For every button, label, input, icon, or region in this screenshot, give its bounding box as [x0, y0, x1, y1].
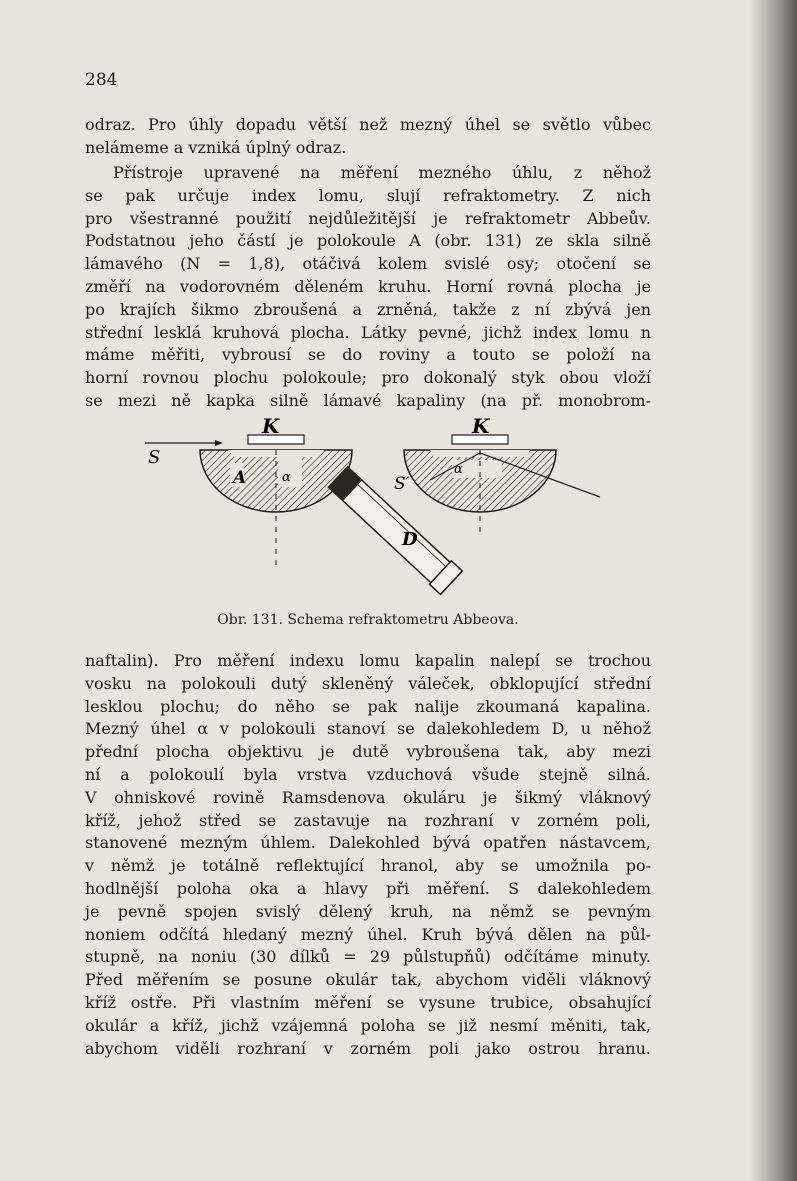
- text-line: Před měřením se posune okulár tak, abychom viděli vláknový: [85, 970, 651, 990]
- figure-caption: Obr. 131. Schema refraktometru Abbeova.: [217, 612, 519, 628]
- text-line: Mezný úhel α v polokouli stanoví se dalekohledem D, u něhož: [85, 719, 651, 739]
- text-line: přední plocha objektivu je dutě vybroušena tak, aby mezi: [85, 742, 651, 762]
- text-line: horní rovnou plochu polokoule; pro dokonalý styk obou vloží: [85, 368, 651, 388]
- text-line: se mezi ně kapka silně lámavé kapaliny (na př. monobrom-: [85, 390, 651, 410]
- refractometer-figure: [130, 405, 650, 610]
- label-a: A: [233, 468, 247, 488]
- ray-arrowhead-icon: [215, 440, 223, 446]
- text-line: okulár a kříž, jichž vzájemná poloha se již nesmí měniti, tak,: [85, 1015, 651, 1035]
- text-line: pro všestranné použití nejdůležitější je refraktometr Abbeův.: [85, 208, 651, 228]
- page-edge-shadow: [749, 0, 797, 1181]
- page-number: 284: [85, 70, 118, 90]
- text-line: kříž ostře. Při vlastním měření se vysune trubice, obsahující: [85, 992, 651, 1012]
- paragraph-3: [85, 650, 651, 1060]
- text-line: ní a polokoulí byla vrstva vzduchová všude stejně silná.: [85, 764, 651, 784]
- text-line: nelámeme a vzniká úplný odraz.: [85, 137, 347, 157]
- text-line: stanovené mezným úhlem. Dalekohled bývá opatřen nástavcem,: [85, 833, 651, 853]
- paragraph-2: [85, 162, 651, 413]
- text-line: změří na vodorovném děleném kruhu. Horní rovná plocha je: [85, 276, 651, 296]
- text-line: Podstatnou jeho částí je polokoule A (obr. 131) ze skla silně: [85, 231, 651, 251]
- label-s: S: [148, 447, 161, 468]
- text-line: stupně, na noniu (30 dílků = 29 půlstupňů) odčítáme minuty.: [85, 947, 651, 967]
- text-line: je pevně spojen svislý dělený kruh, na němž se pevným: [85, 901, 651, 921]
- hemisphere-a: [200, 450, 352, 512]
- label-s-prime: S′: [394, 474, 410, 494]
- text-line: naftalin). Pro měření indexu lomu kapalin nalepí se trochou: [85, 651, 651, 670]
- text-line: V ohniskové rovině Ramsdenova okuláru je šikmý vláknový: [85, 787, 651, 807]
- text-line: odraz. Pro úhly dopadu větší než mezný úhel se světlo vůbec: [85, 115, 651, 134]
- text-line: kříž, jehož střed se zastavuje na rozhraní v zorném poli,: [85, 810, 651, 830]
- label-d: D: [402, 529, 418, 550]
- text-line: máme měřiti, vybrousí se do roviny a touto se položí na: [85, 345, 651, 365]
- label-alpha-left: α: [282, 470, 291, 485]
- right-hemisphere: [394, 414, 600, 537]
- text-line: Přístroje upravené na měření mezného úhlu, z něhož: [113, 163, 651, 182]
- label-k-right: K: [472, 414, 490, 438]
- text-line: abychom viděli rozhraní v zorném poli jako ostrou hranu.: [85, 1038, 651, 1058]
- label-k-left: K: [262, 414, 280, 438]
- text-line: v němž je totálně reflektující hranol, aby se umožnila po-: [85, 856, 651, 876]
- text-line: vosku na polokouli dutý skleněný váleček, obklopující střední: [85, 673, 651, 693]
- text-line: lesklou plochu; do něho se pak nalije zkoumaná kapalina.: [85, 696, 651, 716]
- text-line: lámavého (N = 1,8), otáčivá kolem svislé osy; otočení se: [85, 254, 651, 274]
- text-line: po krajích šikmo zbroušená a zrněná, takže z ní zbývá jen: [85, 299, 651, 319]
- left-hemisphere: [200, 414, 352, 565]
- paragraph-1: [85, 114, 651, 160]
- text-line: noniem odčítá hledaný mezný úhel. Kruh bývá dělen na půl-: [85, 924, 651, 944]
- text-line: se pak určuje index lomu, slují refraktometry. Z nich: [85, 185, 651, 205]
- text-line: hodlnější poloha oka a hlavy při měření. S dalekohledem: [85, 878, 651, 898]
- hemisphere-right: [404, 450, 556, 512]
- text-line: střední lesklá kruhová plocha. Látky pevné, jichž index lomu n: [85, 322, 651, 342]
- label-alpha-right: α: [454, 462, 463, 477]
